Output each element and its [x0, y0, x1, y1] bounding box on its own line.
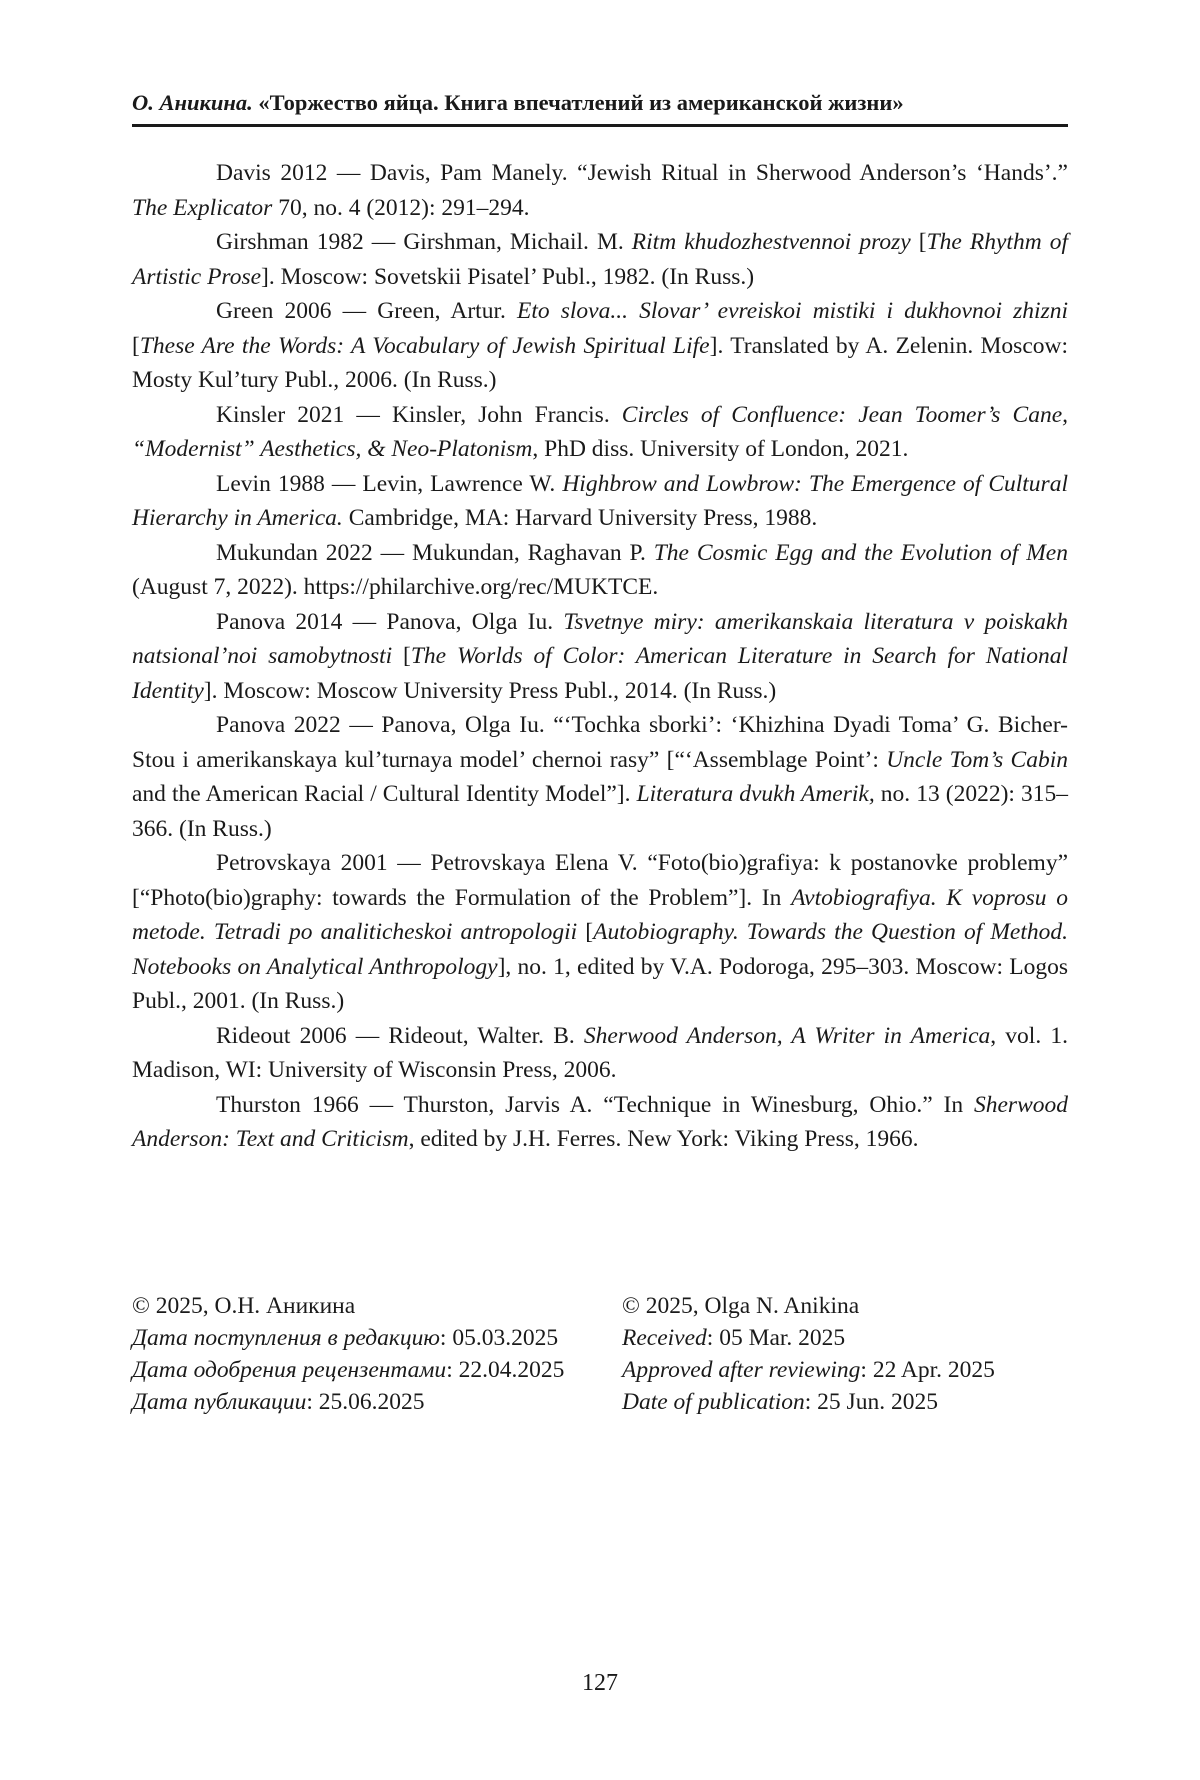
- reference-entry: Girshman 1982 — Girshman, Michail. M. Ritm khudozhestvennoi prozy [The Rhythm of Artistic Prose]. Moscow: Sovetskii Pisatel’ Publ., 1982. (In Russ.): [132, 229, 1068, 290]
- reference-entry: Thurston 1966 — Thurston, Jarvis A. “Technique in Winesburg, Ohio.” In Sherwood Anderson: Text and Criticism, edited by J.H. Ferres. New York: Viking Press, 1966.: [132, 1091, 1068, 1152]
- header-author: О. Аникина.: [132, 90, 253, 115]
- received-ru: Дата поступления в редакцию: 05.03.2025: [132, 1325, 559, 1351]
- reference-entry: Panova 2014 — Panova, Olga Iu. Tsvetnye miry: amerikanskaia literatura v poiskakh natsional’noi samobytnosti [The Worlds of Color: American Literature in Search for National Identity]. Moscow: Moscow University Press Publ., 2014. (In Russ.): [132, 608, 1068, 704]
- published-ru: Дата публикации: 25.06.2025: [132, 1389, 425, 1415]
- reference-entry: Panova 2022 — Panova, Olga Iu. “‘Tochka sborki’: ‘Khizhina Dyadi Toma’ G. Bicher-Stou i amerikanskaya kul’turnaya model’ chernoi rasy” [“‘Assemblage Point’: Uncle Tom’s Cabin and the American Racial / Cultural Identity Model”]. Literatura dvukh Amerik, no. 13 (2022): 315–366. (In Russ.): [132, 712, 1068, 842]
- approved-en: Approved after reviewing: 22 Apr. 2025: [622, 1357, 995, 1383]
- received-en: Received: 05 Mar. 2025: [622, 1325, 846, 1351]
- page-number: 127: [582, 1670, 618, 1696]
- dates-english: [622, 1290, 995, 1418]
- reference-entry: Green 2006 — Green, Artur. Eto slova... Slovar’ evreiskoi mistiki i dukhovnoi zhizni [These Are the Words: A Vocabulary of Jewish Spiritual Life]. Translated by A. Zelenin. Moscow: Mosty Kul’tury Publ., 2006. (In Russ.): [132, 298, 1069, 393]
- approved-ru: Дата одобрения рецензентами: 22.04.2025: [132, 1357, 565, 1383]
- header-title: «Торжество яйца. Книга впечатлений из американской жизни»: [258, 90, 904, 115]
- copyright-ru: © 2025, О.Н. Аникина: [132, 1293, 356, 1319]
- running-header: [132, 88, 1068, 118]
- reference-entry: Rideout 2006 — Rideout, Walter. B. Sherwood Anderson, A Writer in America, vol. 1. Madison, WI: University of Wisconsin Press, 2006.: [132, 1022, 1068, 1083]
- header-rule: [132, 124, 1068, 127]
- reference-entry: Levin 1988 — Levin, Lawrence W. Highbrow and Lowbrow: The Emergence of Cultural Hierarchy in America. Cambridge, MA: Harvard University Press, 1988.: [132, 470, 1068, 531]
- copyright-en: © 2025, Olga N. Anikina: [622, 1293, 860, 1319]
- reference-entry: Petrovskaya 2001 — Petrovskaya Elena V. “Foto(bio)grafiya: k postanovke problemy” [“Photo(bio)graphy: towards the Formulation of the Problem”]. In Avtobiografiya. K voprosu o metode. Tetradi po analiticheskoi antropologii [Autobiography. Towards the Question of Method. Notebooks on Analytical Anthropology], no. 1, edited by V.A. Podoroga, 295–303. Moscow: Logos Publ., 2001. (In Russ.): [132, 850, 1069, 1014]
- reference-list: [132, 156, 1068, 1157]
- reference-entry: Davis 2012 — Davis, Pam Manely. “Jewish Ritual in Sherwood Anderson’s ‘Hands’.” The Explicator 70, no. 4 (2012): 291–294.: [132, 160, 1068, 221]
- dates-russian: [132, 1290, 564, 1418]
- reference-entry: Kinsler 2021 — Kinsler, John Francis. Circles of Confluence: Jean Toomer’s Cane, “Modernist” Aesthetics, & Neo-Platonism, PhD diss. University of London, 2021.: [132, 401, 1068, 462]
- reference-entry: Mukundan 2022 — Mukundan, Raghavan P. The Cosmic Egg and the Evolution of Men (August 7, 2022). https://philarchive.org/rec/MUKTCE.: [132, 539, 1068, 600]
- published-en: Date of publication: 25 Jun. 2025: [622, 1389, 938, 1415]
